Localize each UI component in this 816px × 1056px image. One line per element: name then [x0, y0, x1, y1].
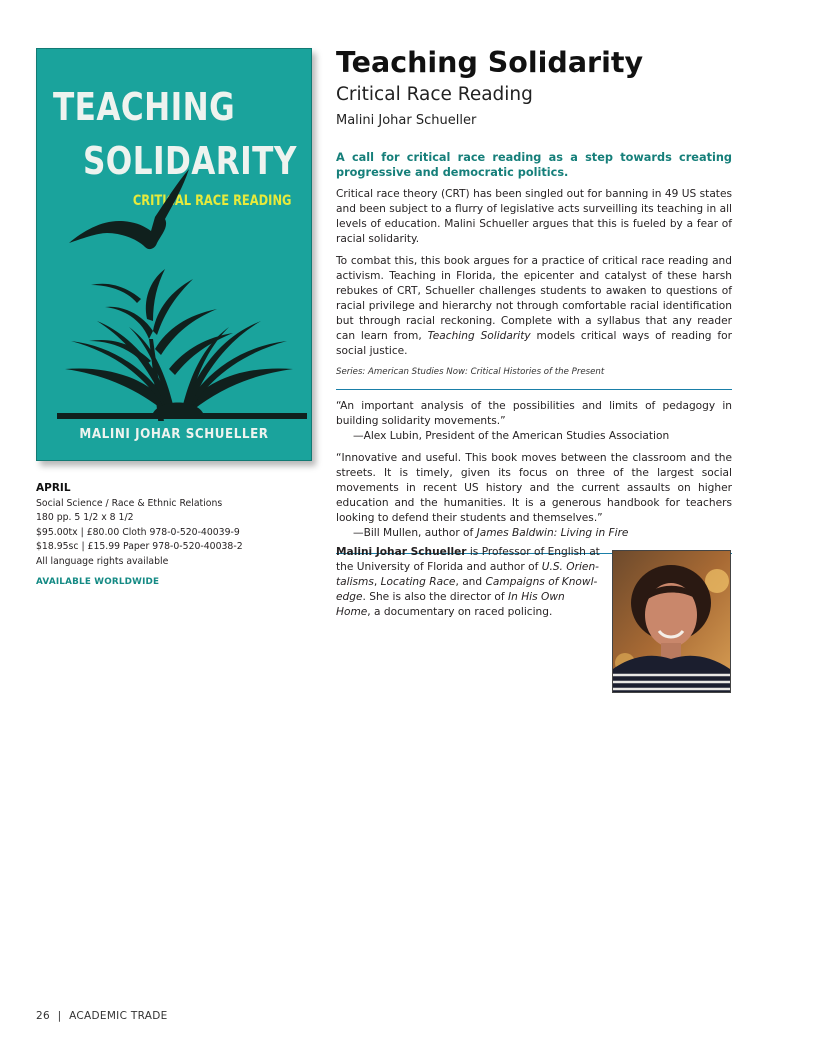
- book-description: [336, 46, 732, 563]
- author-portrait-image: [613, 551, 730, 692]
- description-paragraph-1: Critical race theory (CRT) has been singled out for banning in 49 US states and been subject to a flurry of legislative acts surveilling its teaching in all levels of education. Malini Schueller argues that this is fueled by a fear of racial solidarity.: [336, 188, 732, 245]
- book-author: Malini Johar Schueller: [336, 113, 477, 128]
- bird-icon: [69, 169, 189, 249]
- book-title: Teaching Solidarity: [336, 46, 644, 79]
- cover-subtitle: CRITICAL RACE READING: [132, 193, 291, 209]
- series-line: Series: American Studies Now: Critical Histories of the Present: [336, 367, 605, 377]
- cover-book-plant-illustration: [57, 169, 307, 421]
- book-specs: 180 pp. 5 1/2 x 8 1/2: [36, 512, 134, 523]
- endorsement-quote-1: “An important analysis of the possibilities and limits of pedagogy in building solidarity movements.”: [336, 400, 732, 427]
- author-photo: [612, 550, 731, 693]
- subject-category: Social Science / Race & Ethnic Relations: [36, 497, 223, 509]
- author-name: Malini Johar Schueller: [336, 546, 467, 558]
- endorsement-quote-2: “Innovative and useful. This book moves between the classroom and the streets. It is timely, given its focus on three of the largest social movements in recent US history and the current assaults on higher education and the humanities. It is a generous handbook for teachers looking to defend their students and themselves.”: [336, 452, 732, 524]
- publication-month: APRIL: [36, 482, 71, 494]
- rights-info: All language rights available: [36, 555, 169, 567]
- endorsement-attribution-2: —Bill Mullen, author of James Baldwin: Living in Fire: [353, 527, 629, 539]
- cover-author: MALINI JOHAR SCHUELLER: [79, 427, 269, 442]
- page-number: 26: [36, 1010, 50, 1022]
- book-cover: [36, 48, 312, 461]
- description-paragraph-2: To combat this, this book argues for a practice of critical race reading and activism. Teaching in Florida, the epicenter and catalyst of these harsh rebukes of CRT, Schueller challenges students to awaken to questions of racial privilege and hierarchy not through comfortable racial identification but through racial reckoning. Complete with a syllabus that any reader can learn from, Teaching Solidarity models critical ways of reading for social justice.: [336, 255, 732, 357]
- footer-separator: |: [57, 1010, 62, 1022]
- cover-title-line2: SOLIDARITY: [83, 139, 297, 183]
- endorsement-attribution-1: —Alex Lubin, President of the American Studies Association: [353, 430, 670, 442]
- lead-statement: A call for critical race reading as a step towards creating progressive and democratic politics.: [336, 151, 732, 179]
- book-subtitle: Critical Race Reading: [336, 84, 533, 105]
- book-metadata: [36, 481, 306, 590]
- cloth-edition: $95.00tx | £80.00 Cloth 978-0-520-40039-9: [36, 526, 240, 538]
- book-title-inline: Teaching Solidarity: [427, 330, 531, 342]
- paper-edition: $18.95sc | £15.99 Paper 978-0-520-40038-2: [36, 541, 243, 552]
- section-name: ACADEMIC TRADE: [69, 1010, 168, 1022]
- availability: AVAILABLE WORLDWIDE: [36, 577, 160, 587]
- cover-title-line1: TEACHING: [53, 85, 236, 129]
- page-footer: [36, 1010, 168, 1022]
- author-bio: Malini Johar Schueller is Professor of English at the University of Florida and author of U.S. Orientalisms, Locating Race, and Campaigns of Knowledge. She is also the director of In His Own Home, a documentary on raced policing.: [336, 546, 600, 618]
- divider: [336, 389, 732, 390]
